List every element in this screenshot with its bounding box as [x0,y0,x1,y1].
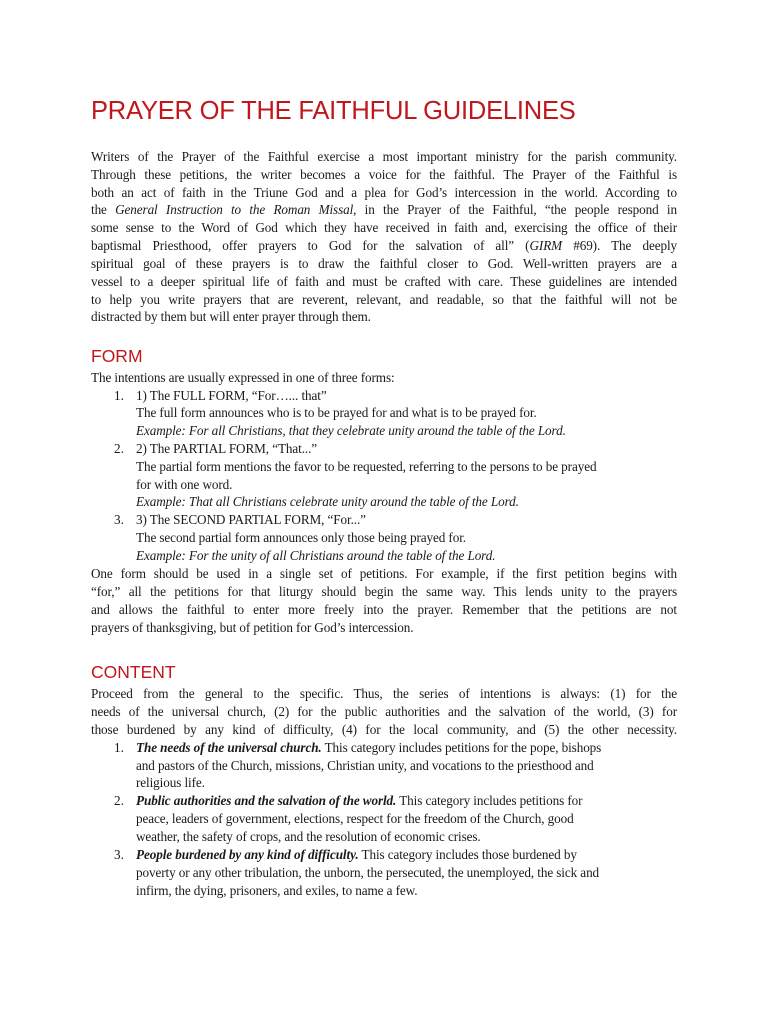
form-after-line-2: “for,” all the petitions for that liturgy should begin the same way. This lends unity to the prayers [91,584,677,599]
content-item-bold-title: Public authorities and the salvation of the world. [136,793,397,808]
intro-line-7: spiritual goal of these prayers is to draw the faithful closer to God. Well-written prayers are a [91,256,677,271]
form-heading: FORM [91,346,143,366]
form-item-description: The second partial form announces only those being prayed for. [136,530,466,545]
intro-line-4 [91,201,677,219]
content-item-line-1 [136,846,577,864]
form-intro: The intentions are usually expressed in one of three forms: [91,370,395,385]
form-item-example: Example: For the unity of all Christians around the table of the Lord. [136,548,496,563]
list-number: 3. [114,512,124,527]
content-item-line-2: and pastors of the Church, missions, Christian unity, and vocations to the priesthood and [136,758,594,773]
content-item-line-2: peace, leaders of government, elections, respect for the freedom of the Church, good [136,811,574,826]
form-after-line-4: prayers of thanksgiving, but of petition for God’s intercession. [91,620,414,635]
list-number: 2. [114,441,124,456]
list-number: 1. [114,388,124,403]
form-item-description: The full form announces who is to be prayed for and what is to be prayed for. [136,405,537,420]
intro-line-5: some sense to the Word of God which they have received in faith and, exercising the office of their [91,220,677,235]
content-item-line-3: weather, the safety of crops, and the resolution of economic crises. [136,829,481,844]
girm-abbrev-italic: GIRM [529,238,563,253]
content-item-bold-title: People burdened by any kind of difficulty. [136,847,359,862]
list-number: 2. [114,793,124,808]
intro-line-6-post: #69). The deeply [562,238,677,253]
content-intro-line-2: needs of the universal church, (2) for the public authorities and the salvation of the world, (3) for [91,704,677,719]
form-after-line-1: One form should be used in a single set of petitions. For example, if the first petition begins with [91,566,677,581]
intro-line-4-pre: the [91,202,116,217]
content-intro-line-1: Proceed from the general to the specific. Thus, the series of intentions is always: (1) for the [91,686,677,701]
intro-line-6-pre: baptismal Priesthood, offer prayers to God for the salvation of all” ( [91,238,530,253]
content-item-line-1 [136,792,582,810]
content-heading: CONTENT [91,662,176,682]
form-after-line-3: and allows the faithful to enter more freely into the prayer. Remember that the petitions are not [91,602,677,617]
intro-line-8: vessel to a deeper spiritual life of faith and must be crafted with care. These guidelines are intended [91,274,677,289]
form-item-description: The partial form mentions the favor to be requested, referring to the persons to be prayed [136,459,597,474]
intro-line-1: Writers of the Prayer of the Faithful exercise a most important ministry for the parish community. [91,149,677,164]
intro-line-4-post: , in the Prayer of the Faithful, “the people respond in [353,202,677,217]
content-item-line-3: religious life. [136,775,205,790]
form-item-title: 3) The SECOND PARTIAL FORM, “For...” [136,512,366,527]
form-item-example: Example: For all Christians, that they celebrate unity around the table of the Lord. [136,423,566,438]
content-item-line-2: poverty or any other tribulation, the unborn, the persecuted, the unemployed, the sick and [136,865,600,880]
form-item-title: 1) The FULL FORM, “For…... that” [136,388,327,403]
content-item-line-1 [136,739,601,757]
content-intro-line-3: those burdened by any kind of difficulty, (4) for the local community, and (5) the other necessity. [91,722,677,737]
intro-line-2: Through these petitions, the writer becomes a voice for the faithful. The Prayer of the Faithful is [91,167,677,182]
form-item-description-cont: for with one word. [136,477,233,492]
list-number: 3. [114,847,124,862]
content-item-rest: This category includes petitions for [396,793,583,808]
girm-reference-italic: General Instruction to the Roman Missal [115,202,354,217]
list-number: 1. [114,740,124,755]
content-item-bold-title: The needs of the universal church. [136,740,322,755]
content-item-rest: This category includes those burdened by [358,847,577,862]
content-item-line-3: infirm, the dying, prisoners, and exiles, to name a few. [136,883,418,898]
intro-line-3: both an act of faith in the Triune God and a plea for God’s intercession in the world. According to [91,185,677,200]
form-item-example: Example: That all Christians celebrate unity around the table of the Lord. [136,494,519,509]
form-item-title: 2) The PARTIAL FORM, “That...” [136,441,318,456]
document-title: PRAYER OF THE FAITHFUL GUIDELINES [91,97,576,125]
intro-line-6 [91,237,677,255]
content-item-rest: This category includes petitions for the pope, bishops [321,740,602,755]
intro-line-9: to help you write prayers that are reverent, relevant, and readable, so that the faithful will not be [91,292,677,307]
intro-line-10: distracted by them but will enter prayer through them. [91,309,371,324]
